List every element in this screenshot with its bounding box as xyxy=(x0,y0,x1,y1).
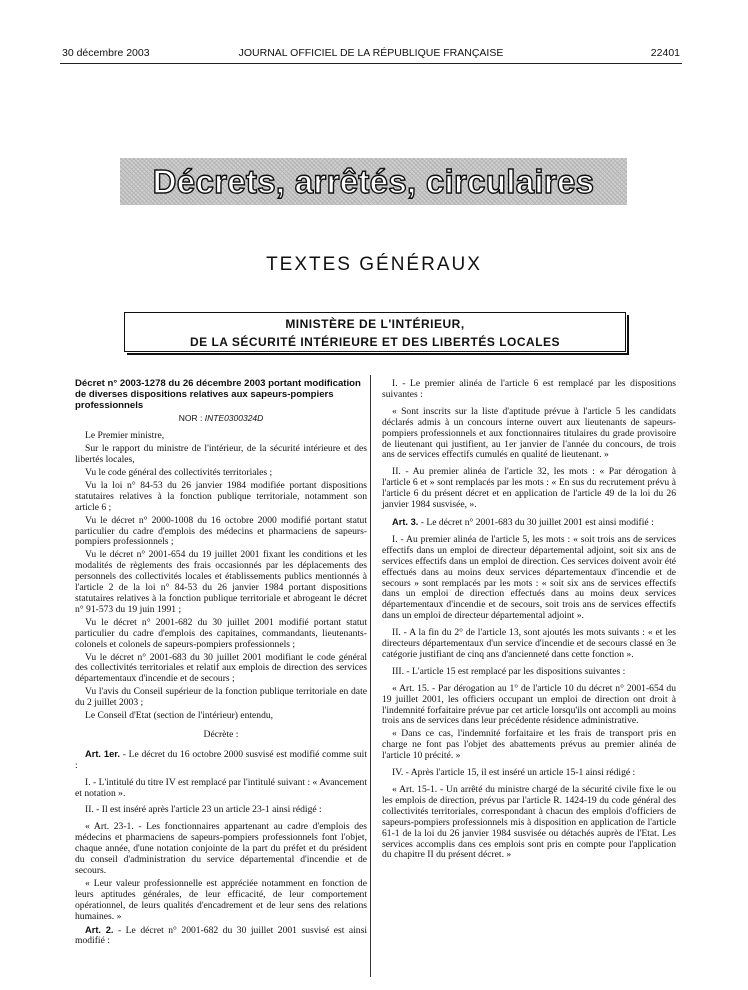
article-2-text: - Le décret n° 2001-682 du 30 juillet 2001 susvisé est ainsi modifié : xyxy=(75,924,367,947)
article-paragraph: « Art. 15. - Par dérogation au 1° de l'article 10 du décret n° 2001-654 du 19 juillet 2001, les officiers occupant un emploi de direction ont droit à l'indemnité forfaitaire prévue par cet article lorsqu'ils ont accompli au moins trois ans de services dans leur précédente résidence administrative. xyxy=(382,682,676,727)
article-paragraph: « Sont inscrits sur la liste d'aptitude prévue à l'article 5 les candidats déclarés admis à un concours interne ouvert aux lieutenants de sapeurs-pompiers professionnels et aux fonctionnaires titulaires du grade provisoire de lieutenant qui justifient, au 1er janvier de l'année du concours, de trois ans de services effectifs cumulés en qualité de lieutenant. » xyxy=(382,405,676,461)
preamble-paragraph: Le Conseil d'Etat (section de l'intérieur) entendu, xyxy=(85,710,274,722)
article-3-text: - Le décret n° 2001-683 du 30 juillet 2001 est ainsi modifié : xyxy=(418,516,654,528)
preamble-paragraph: Sur le rapport du ministre de l'intérieur, de la sécurité intérieure et des libertés locales, xyxy=(75,443,367,466)
page-number: 22401 xyxy=(650,47,680,59)
article-paragraph: III. - L'article 15 est remplacé par les dispositions suivantes : xyxy=(392,665,626,677)
preamble-paragraph: Vu l'avis du Conseil supérieur de la fonction publique territoriale en date du 2 juillet 2003 ; xyxy=(75,686,367,709)
article-paragraph: II. - Il est inséré après l'article 23 un article 23-1 ainsi rédigé : xyxy=(85,804,322,816)
article-3-label: Art. 3. xyxy=(392,516,419,527)
preamble-paragraph: Vu la loi n° 84-53 du 26 janvier 1984 modifiée portant dispositions statutaires relatives à la fonction publique territoriale, notamment son article 6 ; xyxy=(75,479,367,513)
preamble-paragraph: Le Premier ministre, xyxy=(85,430,165,442)
article-paragraph: II. - A la fin du 2° de l'article 13, sont ajoutés les mots suivants : « et les directeurs départementaux d'un service d'incendie et de secours classé en 3e catégorie justifiant de cinq ans d'ancienneté dans cette fonction ». xyxy=(382,627,676,660)
left-column xyxy=(75,379,367,949)
article-1 xyxy=(75,749,367,772)
ministry-line-2: DE LA SÉCURITÉ INTÉRIEURE ET DES LIBERTÉS LOCALES xyxy=(189,335,561,349)
preamble-paragraph: Vu le décret n° 2000-1008 du 16 octobre 2000 modifié portant statut particulier du cadre d'emplois des médecins et pharmaciens de sapeurs-pompiers professionnels ; xyxy=(75,514,367,548)
rubric-banner-title: Décrets, arrêtés, circulaires xyxy=(152,162,595,200)
issue-date: 30 décembre 2003 xyxy=(62,47,150,59)
article-paragraph: « Art. 23-1. - Les fonctionnaires appartenant au cadre d'emplois des médecins et pharmaciens de sapeurs-pompiers professionnels font l'objet, chaque année, d'une notation conjointe de la part du préfet et du président du conseil d'administration du service départemental d'incendie et de secours. xyxy=(75,821,367,877)
nor-label: NOR : xyxy=(178,413,203,424)
section-title: TEXTES GÉNÉRAUX xyxy=(266,254,482,275)
article-paragraph: I. - Au premier alinéa de l'article 5, les mots : « soit trois ans de services effectifs dans un emploi de directeur départemental adjoint, soit six ans de services effectifs dans un emploi de direction. Ces services doivent avoir été effectués dans au moins deux services départementaux d'incendie et de secours » sont remplacés par les mots : « soit six ans de services effectifs dans un emploi de direction effectués dans au moins deux services départementaux d'incendie et de secours, soit trois ans de services effectifs dans un emploi de directeur départemental adjoint ». xyxy=(382,533,676,622)
article-paragraph: I. - L'intitulé du titre IV est remplacé par l'intitulé suivant : « Avancement et notation ». xyxy=(75,776,367,799)
nor-reference xyxy=(75,413,367,424)
article-paragraph: IV. - Après l'article 15, il est inséré un article 15-1 ainsi rédigé : xyxy=(392,767,636,779)
article-paragraph: « Art. 15-1. - Un arrêté du ministre chargé de la sécurité civile fixe le ou les emplois de direction, prévus par l'article R. 1424-19 du code général des collectivités territoriales, correspondant à chacun des emplois d'officiers de sapeurs-pompiers professionnels mis à disposition en application de l'article 61-1 de la loi du 26 janvier 1984 susvisée ou détachés auprès de l'Etat. Les services accomplis dans ces emplois sont pris en compte pour l'application du chapitre II du présent décret. » xyxy=(382,784,676,861)
article-1-label: Art. 1er. xyxy=(85,748,120,759)
ministry-box xyxy=(124,312,626,352)
article-1-text: - Le décret du 16 octobre 2000 susvisé est modifié comme suit : xyxy=(75,748,368,771)
journal-title: JOURNAL OFFICIEL DE LA RÉPUBLIQUE FRANÇAISE xyxy=(238,47,504,59)
preamble-paragraph: Vu le décret n° 2001-654 du 19 juillet 2001 fixant les conditions et les modalités de règlements des frais occasionnés par les déplacements des personnels des collectivités locales et établissements publics mentionnés à l'article 2 de la loi n° 84-53 du 26 janvier 1984 portant dispositions statutaires relatives à la fonction publique territoriale et abrogeant le décret n° 91-573 du 19 juin 1991 ; xyxy=(75,549,367,615)
article-2 xyxy=(75,925,367,948)
preamble-paragraph: Vu le code général des collectivités territoriales ; xyxy=(85,467,273,479)
article-paragraph: « Leur valeur professionnelle est appréciée notamment en fonction de leurs aptitudes générales, de leur efficacité, de leur comportement opérationnel, de leurs qualités d'encadrement et de leur sens des relations humaines. » xyxy=(75,877,367,922)
preamble-paragraph: Vu le décret n° 2001-683 du 30 juillet 2001 modifiant le code général des collectivités territoriales et relatif aux emplois de direction des services départementaux d'incendie et de secours ; xyxy=(75,651,367,685)
rubric-banner xyxy=(120,158,627,205)
nor-code: INTE0300324D xyxy=(204,413,264,424)
column-divider xyxy=(370,375,371,977)
preamble-paragraph: Vu le décret n° 2001-682 du 30 juillet 2001 modifié portant statut particulier du cadre d'emplois des capitaines, commandants, lieutenants-colonels et colonels de sapeurs-pompiers professionnels ; xyxy=(75,616,367,650)
article-paragraph: II. - Au premier alinéa de l'article 32, les mots : « Par dérogation à l'article 6 et » sont remplacés par les mots : « En sus du recrutement prévu à l'article 6 du présent décret et en application de l'article 49 de la loi du 26 janvier 1984 susvisée, ». xyxy=(382,466,676,511)
article-2-label: Art. 2. xyxy=(85,924,114,935)
article-paragraph: « Dans ce cas, l'indemnité forfaitaire et les frais de transport pris en charge ne font pas l'objet des abattements prévus au premier alinéa de l'article 10 précité. » xyxy=(382,728,676,762)
decrete-heading: Décrète : xyxy=(203,728,239,740)
article-3 xyxy=(382,517,676,529)
page-header xyxy=(62,47,680,63)
right-column xyxy=(382,379,676,863)
decree-title: Décret n° 2003-1278 du 26 décembre 2003 portant modification de diverses dispositions relatives aux sapeurs-pompiers professionnels xyxy=(75,378,361,411)
ministry-line-1: MINISTÈRE DE L'INTÉRIEUR, xyxy=(285,317,465,331)
article-paragraph: I. - Le premier alinéa de l'article 6 est remplacé par les dispositions suivantes : xyxy=(382,378,676,400)
header-rule xyxy=(60,63,682,64)
